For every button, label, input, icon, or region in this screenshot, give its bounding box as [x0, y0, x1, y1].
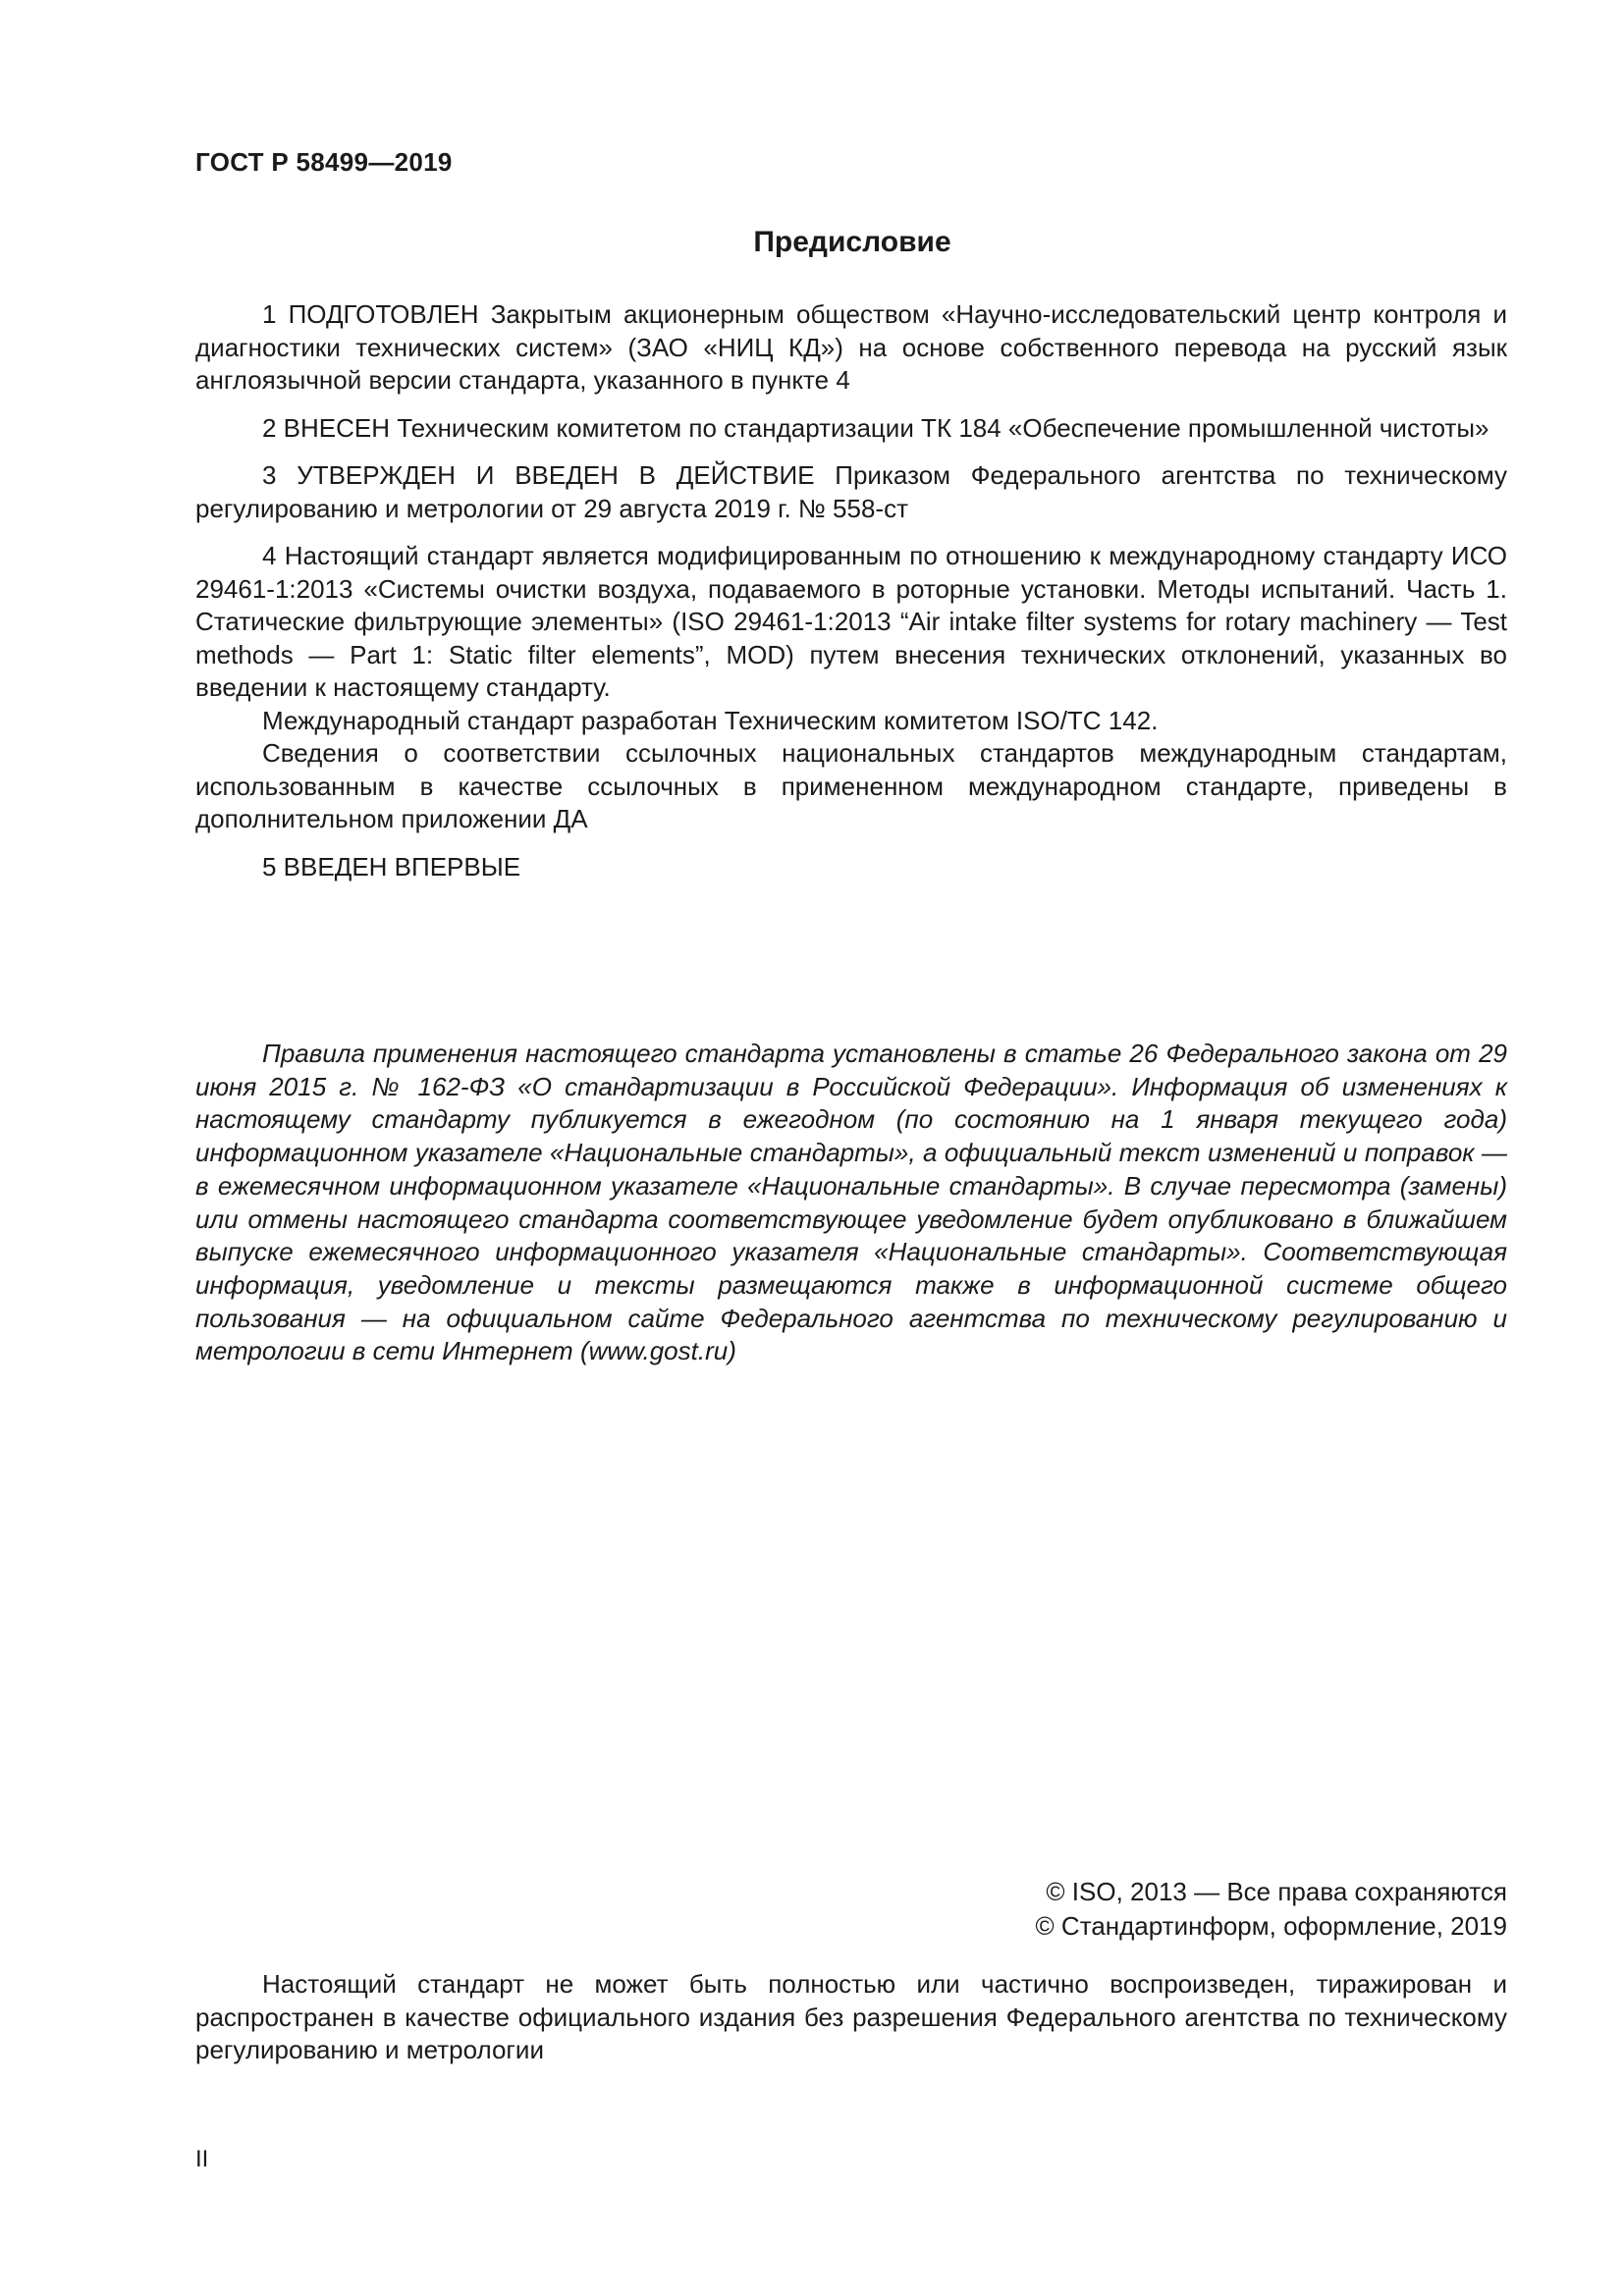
copyright-block	[1036, 1875, 1507, 1944]
foreword-item-3: 3 УТВЕРЖДЕН И ВВЕДЕН В ДЕЙСТВИЕ Приказом Федерального агентства по техническому регулированию и метрологии от 29 августа 2019 г. № 558-ст	[195, 460, 1507, 523]
foreword-item-2: 2 ВНЕСЕН Техническим комитетом по стандартизации ТК 184 «Обеспечение промышленной чистоты»	[262, 412, 1489, 443]
foreword-item-5: 5 ВВЕДЕН ВПЕРВЫЕ	[262, 851, 521, 881]
foreword-item-1: 1 ПОДГОТОВЛЕН Закрытым акционерным обществом «Научно-исследовательский центр контроля и диагностики технических систем» (ЗАО «НИЦ КД») на основе собственного перевода на русский язык англоязычной версии стандарта, указанного в пункте 4	[195, 299, 1507, 395]
foreword-item-4-developer: Международный стандарт разработан Техническим комитетом ISO/TC 142.	[262, 705, 1159, 735]
foreword-section	[195, 298, 1507, 883]
copyright-iso: © ISO, 2013 — Все права сохраняются	[1046, 1877, 1507, 1906]
page-title: Предисловие	[753, 226, 951, 258]
copyright-standartinform: © Стандартинформ, оформление, 2019	[1035, 1911, 1507, 1941]
foreword-item-4-references: Сведения о соответствии ссылочных национальных стандартов международным стандартам, использованным в качестве ссылочных в примененном международном стандарте, приведены в дополнительном приложении ДА	[195, 738, 1507, 833]
page-number: II	[195, 2146, 209, 2172]
application-rules	[195, 1038, 1507, 1368]
foreword-item-4: 4 Настоящий стандарт является модифицированным по отношению к международному стандарту ИСО 29461-1:2013 «Системы очистки воздуха, подаваемого в роторные установки. Методы испытаний. Часть 1. Статические фильтрующие элементы» (ISO 29461-1:2013 “Air intake filter systems for rotary machinery — Test methods — Part 1: Static filter elements”, MOD) путем внесения технических отклонений, указанных во введении к настоящему стандарту.	[195, 541, 1507, 702]
reproduction-notice-text: Настоящий стандарт не может быть полностью или частично воспроизведен, тиражирован и распространен в качестве официального издания без разрешения Федерального агентства по техническому регулированию и метрологии	[195, 1969, 1507, 2064]
application-rules-text: Правила применения настоящего стандарта установлены в статье 26 Федерального закона от 29 июня 2015 г. № 162-ФЗ «О стандартизации в Российской Федерации». Информация об изменениях к настоящему стандарту публикуется в ежегодном (по состоянию на 1 января текущего года) информационном указателе «Национальные стандарты», а официальный текст изменений и поправок — в ежемесячном информационном указателе «Национальные стандарты». В случае пересмотра (замены) или отмены настоящего стандарта соответствующее уведомление будет опубликовано в ближайшем выпуске ежемесячного информационного указателя «Национальные стандарты». Соответствующая информация, уведомление и тексты размещаются также в информационной системе общего пользования — на официальном сайте Федерального агентства по техническому регулированию и метрологии в сети Интернет (www.gost.ru)	[195, 1039, 1507, 1366]
reproduction-notice	[195, 1968, 1507, 2067]
document-code: ГОСТ Р 58499—2019	[195, 147, 453, 177]
